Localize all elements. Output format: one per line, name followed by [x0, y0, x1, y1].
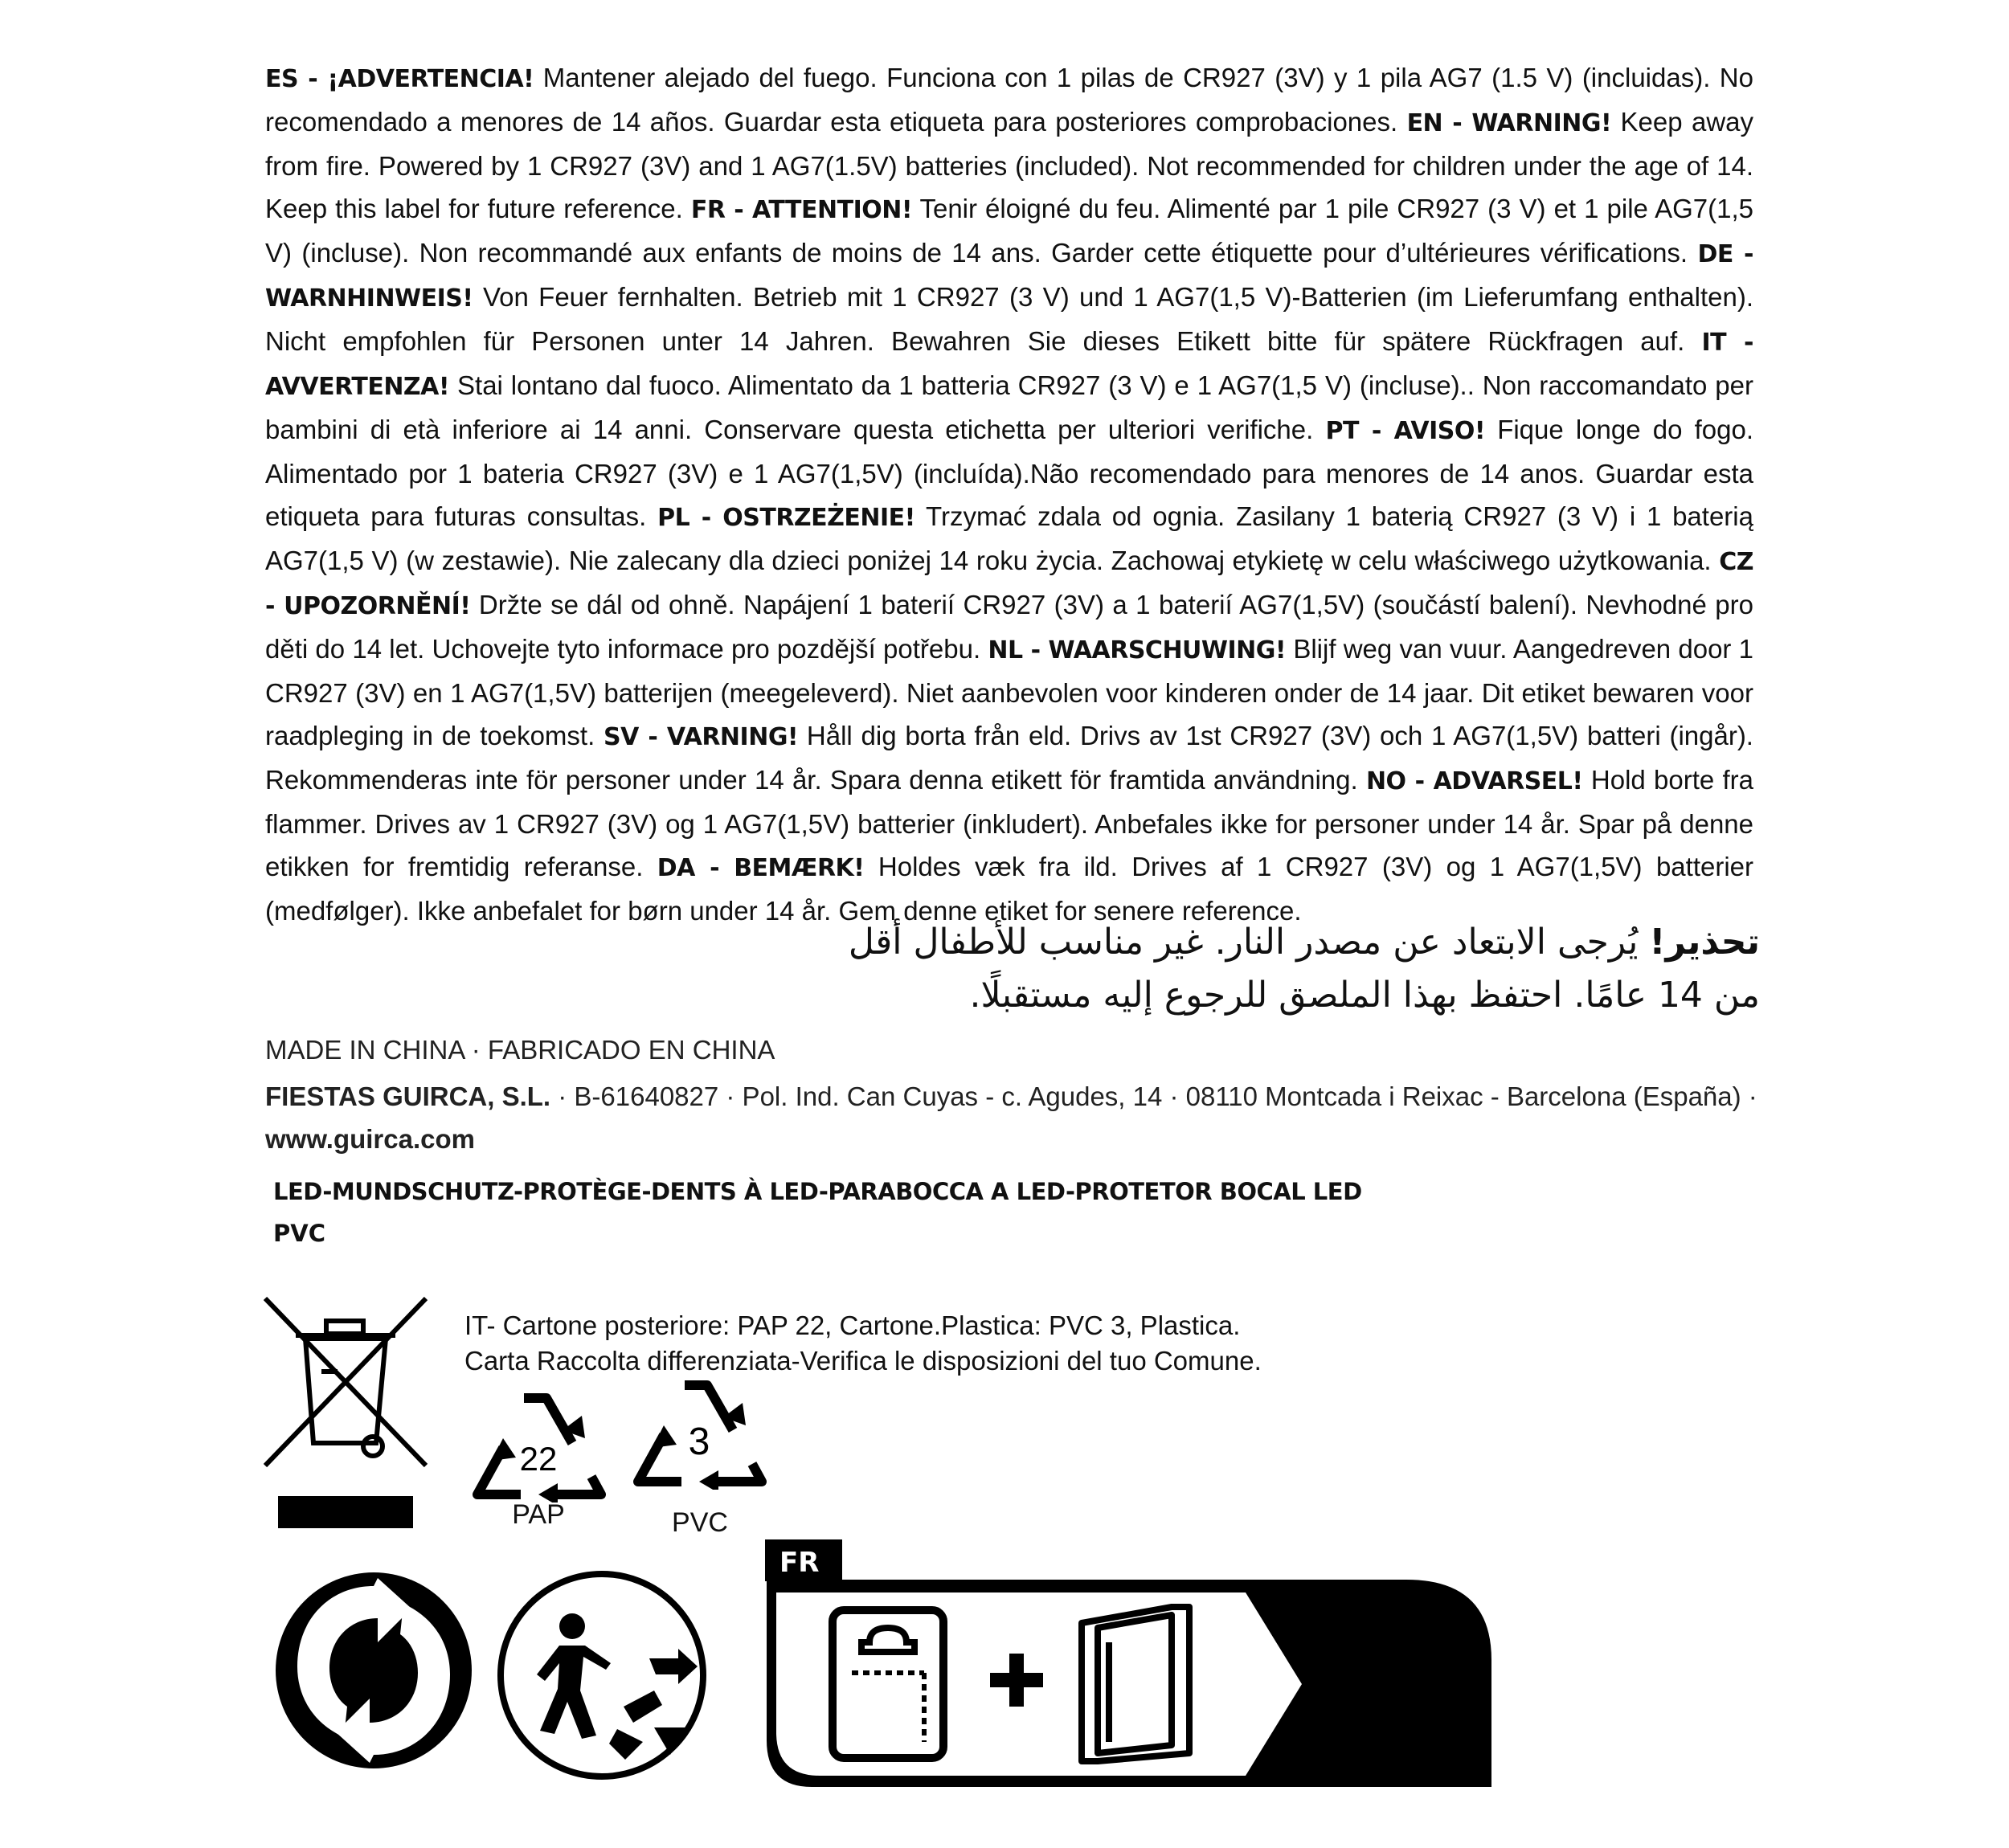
warning-text: Trzymać zdala od ognia. Zasilany 1 baterią CR927 (3 V) i 1 baterią AG7(1,5 V) (w zestawie). Nie zalecany dla dzieci poniżej 14 roku życia. Zachowaj etykietę w celu właściwego użytkowania. [265, 501, 1753, 575]
recycling-line-2: Carta Raccolta differenziata-Verifica le disposizioni del tuo Comune. [464, 1346, 1262, 1376]
warning-label: CZ - UPOZORNĚNÍ! [265, 548, 1753, 620]
warning-text: Tenir éloigné du feu. Alimenté par 1 pile CR927 (3 V) et 1 pile AG7(1,5 V) (incluse). Non recommandé aux enfants de moins de 14 ans. Garder cette étiquette pour d’ultérieures vérifications. [265, 194, 1753, 268]
recycling-triangle-icon [628, 1369, 770, 1490]
warning-label: EN - WARNING! [1406, 109, 1612, 137]
product-material: PVC [273, 1220, 325, 1247]
warning-label: PL - OSTRZEŻENIE! [657, 504, 915, 532]
warning-label: DE - WARNHINWEIS! [265, 240, 1754, 313]
crossed-out-wheelie-bin-icon [264, 1297, 429, 1530]
recycling-instructions [464, 1308, 1262, 1379]
packaging-blister-icon [1074, 1604, 1194, 1764]
pvc-code-number: 3 [688, 1421, 710, 1463]
warning-label: PT - AVISO! [1325, 417, 1486, 445]
company-address: · B-61640827 · Pol. Ind. Can Cuyas - c. Agudes, 14 · 08110 Montcada i Reixac - Barcelona (España) · [550, 1081, 1757, 1111]
arabic-warning-label: تحذير! [1649, 922, 1760, 963]
company-name: FIESTAS GUIRCA, S.L. [265, 1081, 551, 1111]
warning-label: SV - VARNING! [604, 723, 799, 751]
warning-text: Mantener alejado del fuego. Funciona con 1 pilas de CR927 (3V) y 1 pila AG7 (1.5 V) (incluidas). No recomendado a menores de 14 años. Guardar esta etiqueta para posteriores comprobaciones. [265, 63, 1753, 137]
arabic-warning [804, 916, 1760, 1022]
company-website: www.guirca.com [265, 1124, 476, 1154]
warning-text: Holdes væk fra ild. Drives af 1 CR927 (3V) og 1 AG7(1,5V) batterier (medfølger). Ikke anbefalet for børn under 14 år. Gem denne etiket for senere reference. [265, 852, 1754, 926]
product-name: LED-MUNDSCHUTZ-PROTÈGE-DENTS À LED-PARABOCCA A LED-PROTETOR BOCAL LED [273, 1178, 1362, 1205]
pap-code-number: 22 [519, 1440, 558, 1478]
warning-text: Keep away from fire. Powered by 1 CR927 (3V) and 1 AG7(1.5V) batteries (included). Not recommended for children under the age of 14. Keep this label for future reference. [265, 107, 1754, 223]
recycling-triangle-icon [468, 1382, 609, 1503]
packaging-card-icon [828, 1605, 948, 1763]
recycling-line-1: IT- Cartone posteriore: PAP 22, Cartone.Plastica: PVC 3, Plastica. [464, 1310, 1241, 1340]
plus-icon [988, 1652, 1045, 1708]
warning-text: Fique longe do fogo. Alimentado por 1 bateria CR927 (3V) e 1 AG7(1,5V) (incluída).Não recomendado para menores de 14 anos. Guardar esta etiqueta para futuras consultas. [265, 415, 1753, 531]
warning-text: Håll dig borta från eld. Drivs av 1st CR927 (3V) och 1 AG7(1,5V) batteri (ingår). Rekommenderas inte för personer under 14 år. Spara denna etikett för framtida användning. [265, 721, 1753, 795]
warning-text: Von Feuer fernhalten. Betrieb mit 1 CR927 (3 V) und 1 AG7(1,5 V)-Batterien (im Lieferumfang enthalten). Nicht empfohlen für Personen unter 14 Jahren. Bewahren Sie dieses Etikett bitte für spätere Rückfragen auf. [265, 282, 1753, 356]
warning-label: ES - ¡ADVERTENCIA! [265, 65, 534, 93]
warning-text: Hold borte fra flammer. Drives av 1 CR927 (3V) og 1 AG7(1,5V) batterier (inkludert). Anbefales ikke for personer under 14 år. Spar på denne etikken for fremtidig referanse. [265, 765, 1754, 881]
warning-label: FR - ATTENTION! [690, 196, 913, 224]
triman-country-code: FR [779, 1547, 820, 1579]
arabic-warning-text: يُرجى الابتعاد عن مصدر النار. غير مناسب للأطفال أقل من 14 عامًا. احتفظ بهذا الملصق للرجوع إليه مستقبلًا. [848, 922, 1760, 1016]
warning-label: NO - ADVARSEL! [1365, 767, 1583, 795]
pap-code-label: PAP [512, 1499, 565, 1530]
warning-label: DA - BEMÆRK! [657, 854, 865, 882]
warning-label: NL - WAARSCHUWING! [988, 636, 1287, 664]
warning-text: Stai lontano dal fuoco. Alimentato da 1 batteria CR927 (3 V) e 1 AG7(1,5 V) (incluse).. Non raccomandato per bambini di età inferiore ai 14 anni. Conservare questa etichetta per ulteriori verifiche. [265, 370, 1753, 444]
warning-label: IT - AVVERTENZA! [265, 329, 1753, 401]
green-dot-icon [273, 1570, 474, 1771]
warnings-paragraph [265, 56, 1753, 932]
recycling-bin-icon [1305, 1599, 1437, 1771]
warning-text: Držte se dál od ohně. Napájení 1 baterií CR927 (3V) a 1 baterií AG7(1,5V) (součástí balení). Nevhodné pro děti do 14 let. Uchovejte tyto informace pro pozdější potřebu. [265, 590, 1754, 664]
company-info [265, 1075, 1760, 1160]
triman-icon [497, 1570, 707, 1781]
warning-text: Blijf weg van vuur. Aangedreven door 1 CR927 (3V) en 1 AG7(1,5V) batterijen (meegeleverd). Niet aanbevolen voor kinderen onder de 14 jaar. Dit etiket bewaren voor raadpleging in de toekomst. [265, 634, 1753, 750]
made-in-line: MADE IN CHINA · FABRICADO EN CHINA [265, 1035, 775, 1065]
pvc-code-label: PVC [672, 1507, 728, 1538]
